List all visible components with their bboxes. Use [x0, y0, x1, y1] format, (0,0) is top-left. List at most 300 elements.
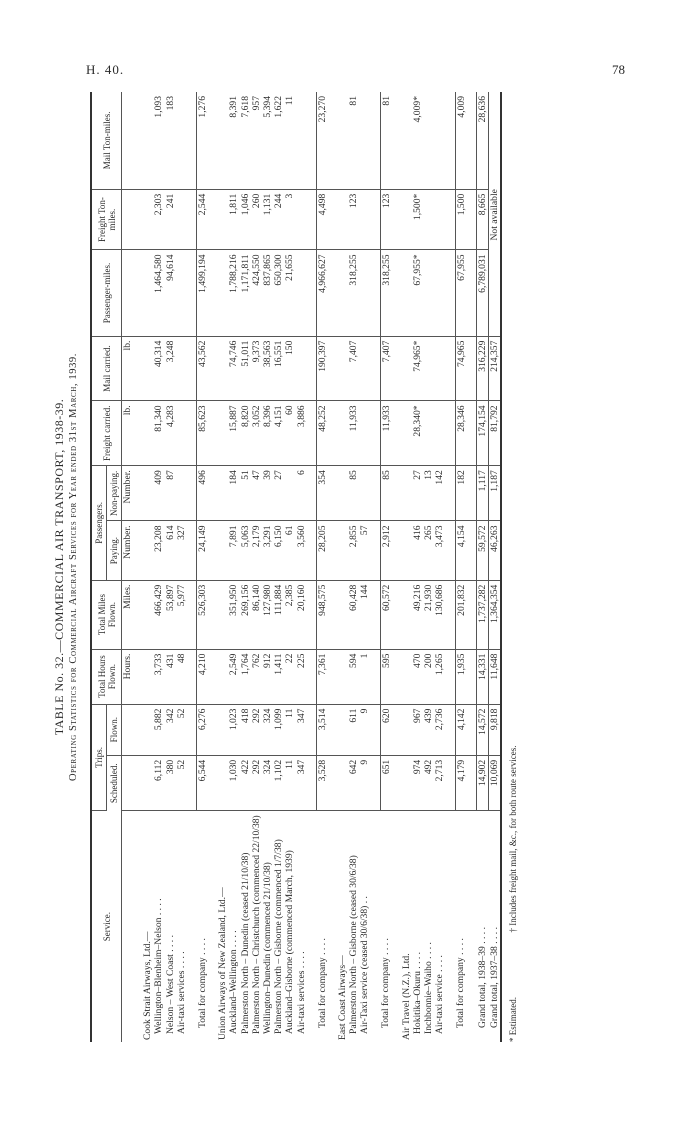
table-cell: 7,618	[240, 92, 251, 189]
table-cell: 13	[423, 466, 434, 521]
table-cell: 190,397	[316, 336, 328, 401]
table-cell	[434, 189, 445, 250]
header-mail: Mail carried.	[91, 336, 122, 401]
table-cell	[434, 92, 445, 189]
spacer-row	[392, 92, 401, 1042]
table-cell	[401, 250, 412, 336]
table-cell: 14,902	[476, 755, 488, 810]
row-label: Palmerston North – Dunedin (ceased 21/10/38)	[239, 852, 251, 1034]
header-miles: Total Miles Flown.	[91, 580, 122, 649]
header-freight: Freight carried.	[91, 401, 122, 466]
table-cell: 85	[348, 466, 359, 521]
table-cell	[337, 401, 348, 466]
table-cell	[142, 92, 153, 189]
table-cell: 9,818	[489, 704, 502, 755]
table-cell: 182	[455, 466, 467, 521]
table-cell: 354	[316, 466, 328, 521]
total-row	[476, 92, 488, 1042]
footnote-includes: † Includes freight mail, &c., for both route services.	[508, 745, 518, 933]
unit-hours: Hours.	[122, 649, 134, 704]
table-cell	[337, 336, 348, 401]
table-row	[251, 92, 262, 1042]
table-cell	[359, 92, 370, 189]
table-cell: 6,112	[153, 755, 164, 810]
table-cell: 214,357	[489, 336, 502, 401]
table-cell: 11,933	[380, 401, 392, 466]
row-label: Air-Taxi service (ceased 30/6/38) . .	[359, 896, 371, 1034]
table-cell: 142	[434, 466, 445, 521]
table-cell: 1,171,811	[240, 250, 251, 336]
table-cell: 2,855	[348, 521, 359, 580]
table-cell	[142, 521, 153, 580]
total-row	[316, 92, 328, 1042]
table-cell: 1,117	[476, 466, 488, 521]
table-cell: 4,009	[455, 92, 467, 189]
table-cell: 4,009*	[412, 92, 423, 189]
table-cell: Not available	[489, 92, 502, 336]
table-cell: 39	[262, 466, 273, 521]
total-row	[197, 92, 209, 1042]
table-cell: 431	[165, 649, 176, 704]
company-row	[401, 92, 412, 1042]
table-cell: 292	[251, 704, 262, 755]
table-cell	[401, 649, 412, 704]
header-passenger-miles: Passenger-miles.	[91, 250, 122, 336]
header-flown: Flown.	[107, 704, 122, 755]
table-row	[273, 92, 284, 1042]
table-cell: 111,884	[273, 580, 284, 649]
table-cell: 957	[251, 92, 262, 189]
table-cell: 424,550	[251, 250, 262, 336]
table-cell: 1,500	[455, 189, 467, 250]
row-label: East Coast Airways—	[337, 955, 349, 1040]
table-cell: 2,713	[434, 755, 445, 810]
table-cell: 4,179	[455, 755, 467, 810]
table-cell: 1,364,354	[489, 580, 502, 649]
table-cell	[337, 704, 348, 755]
table-cell: 439	[423, 704, 434, 755]
table-cell: 265	[423, 521, 434, 580]
table-cell	[142, 649, 153, 704]
table-cell: 409	[153, 466, 164, 521]
table-cell	[217, 250, 228, 336]
table-row	[434, 92, 445, 1042]
table-cell: 85	[380, 466, 392, 521]
table-cell	[176, 466, 187, 521]
table-cell: 2,736	[434, 704, 445, 755]
table-cell: 620	[380, 704, 392, 755]
table-cell: 174,154	[476, 401, 488, 466]
table-cell: 1,788,216	[228, 250, 239, 336]
table-cell: 1,276	[197, 92, 209, 189]
table-cell: 4,283	[165, 401, 176, 466]
units-row	[122, 92, 134, 1042]
table-cell: 14,572	[476, 704, 488, 755]
table-cell: 7,407	[380, 336, 392, 401]
table-cell	[401, 704, 412, 755]
table-cell	[434, 401, 445, 466]
table-cell: 21,655	[284, 250, 295, 336]
table-cell: 318,255	[380, 250, 392, 336]
row-label: Air-taxi service . . . .	[434, 955, 446, 1034]
table-cell: 6,276	[197, 704, 209, 755]
table-cell: 74,965	[455, 336, 467, 401]
table-cell: 86,140	[251, 580, 262, 649]
table-cell: 1,411	[273, 649, 284, 704]
table-cell: 51,011	[240, 336, 251, 401]
row-label: Grand total, 1938–39 . . . .	[476, 927, 488, 1028]
table-cell: 123	[380, 189, 392, 250]
table-cell: 2,544	[197, 189, 209, 250]
table-cell: 60,572	[380, 580, 392, 649]
row-label: Hokitika–Okuru . . . .	[412, 951, 424, 1034]
row-label: Palmerston North – Gisborne (commenced 1/7/38)	[273, 839, 285, 1034]
row-label: Air-taxi services . . . .	[295, 951, 307, 1034]
table-cell: 318,255	[348, 250, 359, 336]
table-cell: 74,746	[228, 336, 239, 401]
table-cell: 974	[412, 755, 423, 810]
table-cell: 1,187	[489, 466, 502, 521]
table-cell	[217, 466, 228, 521]
table-cell: 3,291	[262, 521, 273, 580]
table-cell: 67,955	[455, 250, 467, 336]
table-cell: 150	[284, 336, 295, 401]
table-cell: 40,314	[153, 336, 164, 401]
table-cell	[401, 189, 412, 250]
company-row	[142, 92, 153, 1042]
table-cell: 347	[296, 755, 307, 810]
table-cell: 912	[262, 649, 273, 704]
table-cell: 43,562	[197, 336, 209, 401]
table-cell: 1,093	[153, 92, 164, 189]
table-cell: 24,149	[197, 521, 209, 580]
statistics-table	[90, 92, 502, 1042]
table-cell	[142, 401, 153, 466]
table-cell: 1,499,194	[197, 250, 209, 336]
table-cell	[176, 92, 187, 189]
table-row	[423, 92, 434, 1042]
table-cell: 1,811	[228, 189, 239, 250]
table-row	[165, 92, 176, 1042]
table-row	[153, 92, 164, 1042]
unit-miles: Miles.	[122, 580, 134, 649]
table-cell	[142, 704, 153, 755]
table-cell: 7,361	[316, 649, 328, 704]
table-cell: 380	[165, 755, 176, 810]
table-cell: 650,300	[273, 250, 284, 336]
table-cell: 51	[240, 466, 251, 521]
row-label: Total for company . . . .	[196, 938, 208, 1028]
table-cell	[142, 250, 153, 336]
table-cell: 15,887	[228, 401, 239, 466]
table-cell: 4,151	[273, 401, 284, 466]
table-cell: 3,733	[153, 649, 164, 704]
table-cell: 22	[284, 649, 295, 704]
unit-mail: lb.	[122, 336, 134, 401]
table-cell	[337, 649, 348, 704]
footnotes	[508, 746, 518, 1042]
table-title: TABLE No. 32.—COMMERCIAL AIR TRANSPORT, 1938-39.	[52, 398, 66, 736]
page-reference: H. 40.	[86, 62, 125, 77]
table-cell: 4,966,627	[316, 250, 328, 336]
row-label: Nelson – West Coast . . . .	[164, 935, 176, 1034]
table-cell: 837,865	[262, 250, 273, 336]
table-cell: 416	[412, 521, 423, 580]
table-cell: 225	[296, 649, 307, 704]
table-cell: 316,229	[476, 336, 488, 401]
table-cell: 292	[251, 755, 262, 810]
table-cell: 1,265	[434, 649, 445, 704]
table-cell: 144	[359, 580, 370, 649]
spacer-row	[187, 92, 197, 1042]
row-label: Total for company . . . .	[316, 938, 328, 1028]
table-cell	[359, 336, 370, 401]
header-passengers: Passengers.	[91, 466, 107, 580]
table-cell: 183	[165, 92, 176, 189]
table-cell	[296, 336, 307, 401]
table-cell: 85,623	[197, 401, 209, 466]
table-cell	[401, 466, 412, 521]
table-cell	[434, 250, 445, 336]
table-cell: 6,150	[273, 521, 284, 580]
table-cell: 27	[412, 466, 423, 521]
table-cell: 94,614	[165, 250, 176, 336]
table-cell: 81	[380, 92, 392, 189]
table-cell: 6	[296, 466, 307, 521]
table-cell: 59,572	[476, 521, 488, 580]
table-cell: 3,473	[434, 521, 445, 580]
table-cell: 1,046	[240, 189, 251, 250]
table-cell: 87	[165, 466, 176, 521]
table-cell: 651	[380, 755, 392, 810]
header-paying: Paying.	[107, 521, 122, 580]
table-cell	[401, 580, 412, 649]
table-cell	[401, 755, 412, 810]
table-cell	[434, 336, 445, 401]
table-cell: 11,933	[348, 401, 359, 466]
table-cell	[359, 466, 370, 521]
table-cell	[401, 336, 412, 401]
table-cell	[401, 521, 412, 580]
header-hours: Total Hours Flown.	[91, 649, 122, 704]
table-cell	[217, 401, 228, 466]
table-cell: 6,544	[197, 755, 209, 810]
table-cell: 8,391	[228, 92, 239, 189]
table-cell: 48,252	[316, 401, 328, 466]
spacer-row	[371, 92, 381, 1042]
spacer-row	[307, 92, 317, 1042]
table-cell: 1,099	[273, 704, 284, 755]
table-cell: 948,575	[316, 580, 328, 649]
table-cell: 20,160	[296, 580, 307, 649]
table-cell	[423, 189, 434, 250]
table-cell: 60,428	[348, 580, 359, 649]
table-cell: 470	[412, 649, 423, 704]
table-cell: 5,882	[153, 704, 164, 755]
table-cell: 8,396	[262, 401, 273, 466]
table-cell	[337, 466, 348, 521]
table-cell: 492	[423, 755, 434, 810]
table-cell	[359, 250, 370, 336]
table-cell: 130,686	[434, 580, 445, 649]
table-cell	[217, 92, 228, 189]
row-label: Palmerston North – Gisborne (ceased 30/6/38)	[348, 855, 360, 1034]
table-cell: 46,263	[489, 521, 502, 580]
rotated-table-area	[52, 92, 582, 1042]
header-service: Service.	[91, 811, 122, 1042]
table-cell	[217, 189, 228, 250]
table-cell	[337, 92, 348, 189]
table-cell: 74,965*	[412, 336, 423, 401]
total-row	[489, 92, 502, 1042]
page-number: 78	[612, 62, 625, 77]
row-label: Auckland–Gisborne (commenced March, 1939)	[284, 850, 296, 1034]
table-cell: 3,886	[296, 401, 307, 466]
table-cell: 3,514	[316, 704, 328, 755]
row-label: Wellington–Dunedin (commenced 21/10/38)	[262, 862, 274, 1034]
company-row	[337, 92, 348, 1042]
table-cell: 9,373	[251, 336, 262, 401]
table-cell	[217, 649, 228, 704]
table-cell: 14,331	[476, 649, 488, 704]
table-cell: 52	[176, 755, 187, 810]
table-cell: 184	[228, 466, 239, 521]
table-cell: 496	[197, 466, 209, 521]
spacer-row	[446, 92, 456, 1042]
table-cell	[401, 401, 412, 466]
table-row	[262, 92, 273, 1042]
spacer-row	[467, 92, 477, 1042]
table-cell	[142, 466, 153, 521]
row-label: Grand total, 1937–38 . . . .	[489, 811, 502, 1042]
table-cell: 23,270	[316, 92, 328, 189]
table-cell	[337, 250, 348, 336]
table-cell: 8,665	[476, 189, 488, 250]
table-cell: 1,023	[228, 704, 239, 755]
table-cell	[296, 189, 307, 250]
table-cell: 2,912	[380, 521, 392, 580]
table-cell: 466,429	[153, 580, 164, 649]
table-cell: 241	[165, 189, 176, 250]
table-cell: 595	[380, 649, 392, 704]
table-cell: 1,737,282	[476, 580, 488, 649]
table-cell: 1,622	[273, 92, 284, 189]
table-cell: 4,154	[455, 521, 467, 580]
table-cell: 260	[251, 189, 262, 250]
table-cell: 5,977	[176, 580, 187, 649]
table-cell: 10,069	[489, 755, 502, 810]
table-cell: 81,340	[153, 401, 164, 466]
table-row	[296, 92, 307, 1042]
footnote-estimated: * Estimated.	[508, 997, 518, 1042]
table-cell: 7,407	[348, 336, 359, 401]
table-cell: 123	[348, 189, 359, 250]
table-cell: 1,500*	[412, 189, 423, 250]
table-cell: 967	[412, 704, 423, 755]
table-cell	[217, 704, 228, 755]
table-cell: 67,955*	[412, 250, 423, 336]
table-cell: 324	[262, 755, 273, 810]
table-cell: 5,394	[262, 92, 273, 189]
table-row	[348, 92, 359, 1042]
table-cell: 4,498	[316, 189, 328, 250]
table-cell: 2,385	[284, 580, 295, 649]
table-cell: 642	[348, 755, 359, 810]
table-cell: 28,636	[476, 92, 488, 189]
table-cell	[217, 580, 228, 649]
table-cell	[217, 521, 228, 580]
table-cell: 327	[176, 521, 187, 580]
table-row	[240, 92, 251, 1042]
table-cell: 342	[165, 704, 176, 755]
header-trips: Trips.	[91, 704, 107, 811]
table-cell	[296, 92, 307, 189]
table-row	[284, 92, 295, 1042]
table-cell	[423, 250, 434, 336]
table-cell	[176, 189, 187, 250]
header-freight-ton-miles: Freight Ton-miles.	[91, 189, 122, 250]
table-cell: 2,303	[153, 189, 164, 250]
row-label: Inchbonnie–Waiho . . . .	[423, 942, 435, 1034]
row-label: Air Travel (N.Z.), Ltd.	[400, 953, 412, 1040]
spacer-row	[328, 92, 337, 1042]
table-cell: 28,205	[316, 521, 328, 580]
table-cell: 5,063	[240, 521, 251, 580]
row-label: Total for company . . . .	[455, 938, 467, 1028]
table-cell: 9	[359, 704, 370, 755]
table-cell: 61	[284, 521, 295, 580]
header-scheduled: Scheduled.	[107, 755, 122, 810]
unit-paying: Number.	[122, 521, 134, 580]
total-row	[455, 92, 467, 1042]
table-cell: 16,551	[273, 336, 284, 401]
table-row	[176, 92, 187, 1042]
row-label: Air-taxi services . . . .	[175, 951, 187, 1034]
table-cell	[284, 466, 295, 521]
table-cell	[217, 755, 228, 810]
table-body	[122, 92, 502, 1042]
table-cell	[217, 336, 228, 401]
table-cell: 38,563	[262, 336, 273, 401]
table-cell: 8,820	[240, 401, 251, 466]
table-cell: 2,549	[228, 649, 239, 704]
table-cell: 52	[176, 704, 187, 755]
table-cell	[337, 189, 348, 250]
table-cell: 47	[251, 466, 262, 521]
table-cell: 27	[273, 466, 284, 521]
table-cell: 60	[284, 401, 295, 466]
unit-non-paying: Number.	[122, 466, 134, 521]
table-cell: 324	[262, 704, 273, 755]
table-cell: 422	[240, 755, 251, 810]
table-cell: 7,891	[228, 521, 239, 580]
table-cell	[359, 401, 370, 466]
table-cell: 762	[251, 649, 262, 704]
table-cell: 11	[284, 92, 295, 189]
table-cell	[423, 92, 434, 189]
table-cell	[176, 401, 187, 466]
table-cell	[296, 250, 307, 336]
row-label: Total for company . . . .	[380, 938, 392, 1028]
table-cell: 1,102	[273, 755, 284, 810]
table-cell: 418	[240, 704, 251, 755]
table-cell: 81,792	[489, 401, 502, 466]
table-cell	[423, 401, 434, 466]
table-cell: 11	[284, 704, 295, 755]
table-row	[359, 92, 370, 1042]
table-cell: 3,560	[296, 521, 307, 580]
table-cell: 526,303	[197, 580, 209, 649]
